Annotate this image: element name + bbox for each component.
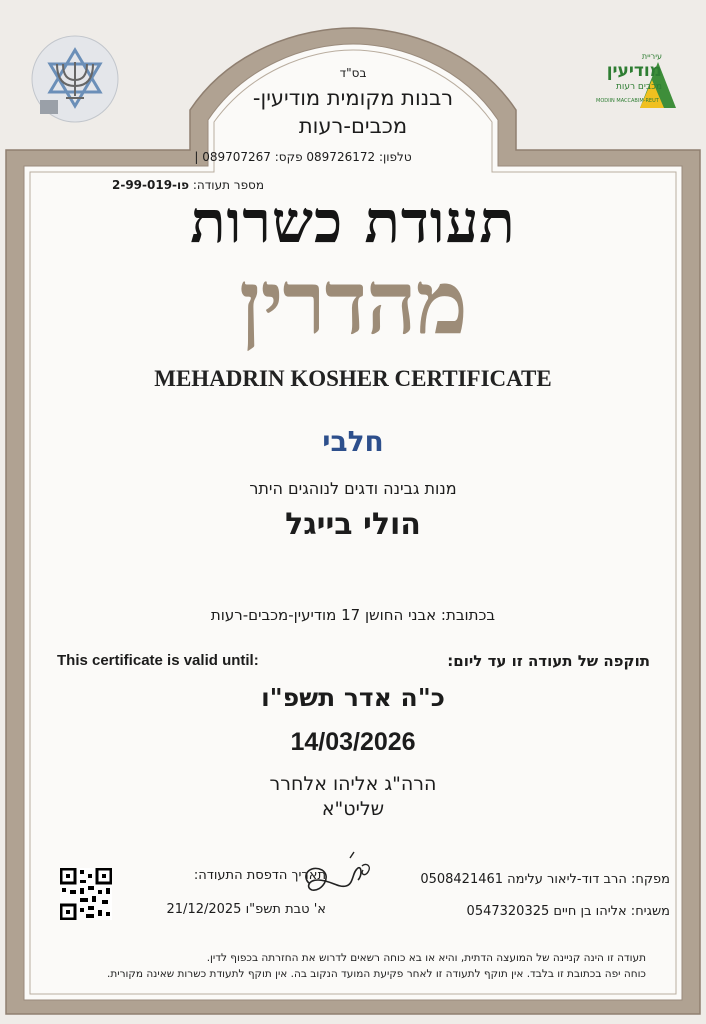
title-english: MEHADRIN KOSHER CERTIFICATE [154,366,552,391]
title-hebrew: תעודת כשרות [190,188,516,256]
title-mehadrin: מהדרין [239,250,467,354]
authority-line-1: רבנות מקומית מודיעין- [252,86,454,110]
hebrew-expiry-date: כ"ה אדר תשפ"ו [261,683,445,712]
print-date-value: א' טבת תשפ"ו 21/12/2025 [166,902,326,917]
logo-small-text: עיריית [641,52,662,61]
supervisor-line: מפקח: הרב דוד-ליאור עלימה 0508421461 [420,872,670,887]
phone-line: טלפון: 089726172 פקס: 089707267 | [194,150,412,164]
rabbi-name: הרה"ג אליהו אלחרר [269,773,437,795]
rabbi-title: שליט"א [321,798,385,820]
logo-en-text: MODIIN MACCABIM-REUT [596,98,659,104]
gregorian-expiry-date: 14/03/2026 [290,728,416,756]
modiin-municipality-logo [596,52,682,114]
certificate-number-value: פו-2-99-019 [111,178,190,192]
print-date-label: תאריך הדפסת התעודה: [193,868,326,883]
besd-text: בס"ד [339,66,367,80]
footer-note-1: תעודה זו הינה קניינה של המועצה הדתית, והיא או בא כוחה רשאים לדרוש את החזרתה בכפוף לדין. [206,952,646,964]
certificate-number-label: מספר תעודה: [192,178,264,192]
dishes-note: מנות גבינה ודגים לנוהגים היתר [249,479,457,498]
state-emblem-icon [30,34,120,124]
business-name: הולי בייגל [285,507,421,542]
footer-note-2: כוחה יפה בכתובת זו בלבד. אין תוקף לתעודה זו לאחר פקיעת המועד הנקוב בה. אין תוקף לתעודת כשרות שאינה מקורית. [107,968,646,980]
business-address: בכתובת: אבני החושן 17 מודיעין-מכבים-רעות [210,606,496,624]
authority-line-2: מכבים-רעות [298,114,408,138]
inspector-line: משגיח: אליהו בן חיים 0547320325 [466,904,670,919]
logo-name-text: מודיעין [606,61,662,81]
valid-until-label-en: This certificate is valid until: [57,652,259,669]
logo-sub-text: מכבים רעות [615,82,662,92]
dairy-category: חלבי [322,425,384,458]
valid-until-label-he: תוקפה של תעודה זו עד ליום: [447,652,650,670]
qr-code-icon [60,868,112,920]
